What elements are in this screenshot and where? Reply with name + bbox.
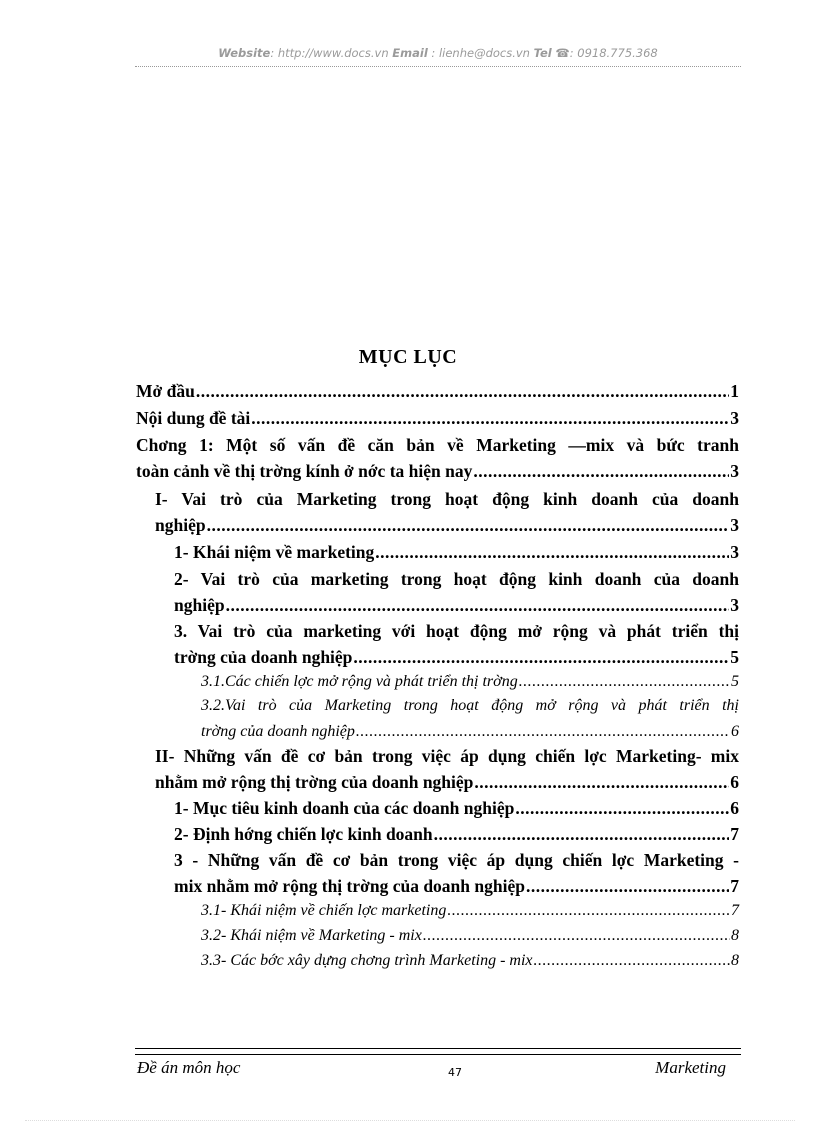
toc-page-number: 5 [731,673,739,690]
page-header [135,46,741,66]
toc-entry-1-3-2 [201,693,739,745]
toc-page-number: 3 [730,515,739,535]
toc-page-number: 8 [731,927,739,944]
toc-entry-line: 2- Vai trò của marketing trong hoạt động kinh doanh của doanh [174,569,739,589]
toc-entry-text: 1- Khái niệm về marketing [174,542,375,562]
toc-entry-text: nghiệp [174,595,225,615]
toc-entry-mo-dau [136,378,739,404]
toc-entry-chuong-1 [136,432,739,484]
website-value: : http://www.docs.vn [270,46,389,60]
toc-entry-1-1 [174,539,739,565]
toc-entry-section-2 [155,743,739,795]
toc-page-number: 7 [730,824,739,844]
toc-entry-line: 3. Vai trò của marketing với hoạt động mở rộng và phát triển thị [174,621,739,641]
website-label: Website [218,46,271,60]
toc-leader [423,923,730,949]
page-title: MỤC LỤC [358,346,458,368]
toc-leader [534,948,730,974]
toc-entry-text: 3.1- Khái niệm về chiến lợc marketing [201,902,447,919]
email-label: Email [392,46,428,60]
toc-leader [226,592,730,618]
toc-page-number: 6 [731,723,739,740]
toc-page-number: 3 [730,542,739,562]
toc-entry-noi-dung [136,405,739,431]
toc-page-number: 7 [730,876,739,896]
toc-entry-line: 3 - Những vấn đề cơ bản trong việc áp dụng chiến lợc Marketing - [174,850,739,870]
toc-page-number: 3 [730,408,739,428]
toc-entry-1-2 [174,566,739,618]
footer-subject-label: Marketing [655,1058,726,1077]
toc-entry-text: Mở đầu [136,381,195,401]
toc-entry-2-2 [174,821,739,847]
toc-entry-1-3-1 [201,669,739,695]
toc-page-number: 3 [730,595,739,615]
toc-entry-text: 1- Mục tiêu kinh doanh của các doanh nghiệp [174,798,515,818]
toc-entry-line: 3.2.Vai trò của Marketing trong hoạt động mở rộng và phát triển thị [201,697,739,714]
toc-entry-text: 3.1.Các chiến lợc mở rộng và phát triển thị trờng [201,673,518,690]
toc-entry-2-3-3 [201,948,739,974]
toc-leader [474,769,729,795]
toc-entry-text: Nội dung đề tài [136,408,251,428]
footer-course-label: Đề án môn học [137,1058,241,1077]
toc-entry-2-3-1 [201,898,739,924]
toc-leader [353,644,729,670]
toc-entry-text: trờng của doanh nghiệp [174,647,353,667]
tel-value: ☎: 0918.775.368 [555,46,658,60]
toc-leader [356,719,730,745]
footer-divider-top [135,1048,741,1049]
toc-leader [196,378,729,404]
toc-page-number: 8 [731,952,739,969]
toc-entry-2-3-2 [201,923,739,949]
toc-leader [434,821,730,847]
toc-entry-text: trờng của doanh nghiệp [201,723,355,740]
toc-leader [251,405,729,431]
page-bottom-border [25,1120,795,1121]
footer-page-number: 47 [448,1066,462,1079]
toc-entry-text: nhằm mở rộng thị trờng của doanh nghiệp [155,772,474,792]
toc-entry-text: 3.3- Các bớc xây dựng chơng trình Marketing - mix [201,952,533,969]
toc-entry-text: toàn cảnh về thị trờng kính ở nớc ta hiện nay [136,461,473,481]
tel-label: Tel [533,46,552,60]
toc-page-number: 6 [730,798,739,818]
toc-entry-line: Chơng 1: Một số vấn đề căn bản về Marketing —mix và bức tranh [136,435,739,455]
footer-divider-bottom [135,1054,741,1055]
toc-entry-text: 2- Định hớng chiến lợc kinh doanh [174,824,433,844]
toc-entry-text: nghiệp [155,515,206,535]
toc-page-number: 6 [730,772,739,792]
toc-leader [447,898,730,924]
toc-entry-line: I- Vai trò của Marketing trong hoạt động kinh doanh của doanh [155,489,739,509]
toc-entry-2-3 [174,847,739,899]
email-value: : lienhe@docs.vn [431,46,530,60]
toc-entry-2-1 [174,795,739,821]
toc-entry-1-3 [174,618,739,670]
toc-entry-line: II- Những vấn đề cơ bản trong việc áp dụng chiến lợc Marketing- mix [155,746,739,766]
toc-page-number: 5 [730,647,739,667]
toc-leader [515,795,729,821]
toc-leader [519,669,730,695]
toc-page-number: 3 [730,461,739,481]
header-divider [135,66,741,67]
toc-leader [526,873,729,899]
toc-leader [207,512,730,538]
toc-leader [375,539,729,565]
toc-leader [473,458,729,484]
toc-entry-text: mix nhằm mở rộng thị trờng của doanh nghiệp [174,876,525,896]
toc-entry-text: 3.2- Khái niệm về Marketing - mix [201,927,422,944]
toc-page-number: 1 [730,381,739,401]
toc-entry-section-1 [155,486,739,538]
toc-page-number: 7 [731,902,739,919]
